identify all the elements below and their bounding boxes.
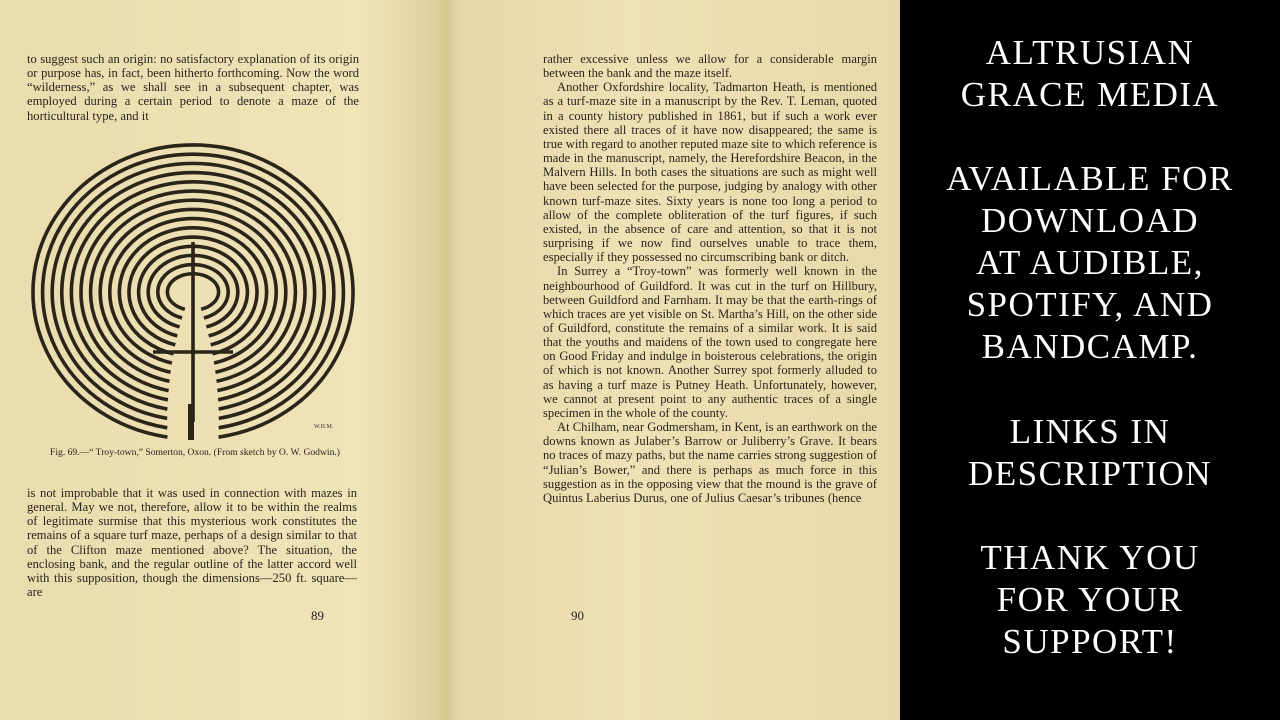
- page-number-left: 89: [311, 608, 324, 623]
- thanks-line: SUPPORT!: [1002, 622, 1178, 661]
- notice-line: SPOTIFY, AND: [966, 285, 1214, 324]
- right-paragraph: In Surrey a “Troy-town” was formerly well known in the neighbourhood of Guildford. It was cut in the turf on Hillbury, between Guildford and Farnham. It may be that the earth-rings of which traces are yet visible on St. Martha’s Hill, on the other side of Guildford, constitute the remains of a similar work. It is said that the youths and maidens of the town used to congregate here on Good Friday and indulge in boisterous celebrations, the origin of which is not known. Another Surrey spot formerly alluded to as having a turf maze is Putney Heath. Unfortunately, however, we cannot at present point to any authentic traces of a single specimen in the whole of the county.: [543, 264, 877, 420]
- right-paragraph: At Chilham, near Godmersham, in Kent, is an earthwork on the downs known as Julaber’s Barrow or Juliberry’s Grave. It bears no traces of mazy paths, but the name carries strong suggestion of “Julian’s Bower,” and there is perhaps as much force in this suggestion as in the opposing view that the mound is the grave of Quintus Laberius Durus, one of Julius Caesar’s tribunes (hence: [543, 420, 878, 505]
- links-notice: [900, 411, 1280, 495]
- notice-line: AT AUDIBLE,: [976, 243, 1204, 282]
- availability-notice: [900, 158, 1280, 368]
- left-bottom-paragraph: is not improbable that it was used in connection with mazes in general. May we not, therefore, allow it to be within the realms of legitimate surmise that this mysterious work constitutes the remains of a square turf maze, perhaps of a design similar to that of the Clifton maze mentioned above? The situation, the enclosing bank, and the regular outline of the latter accord well with this supposition, though the dimensions—250 ft. square—are: [27, 486, 357, 600]
- page-number-right: 90: [571, 608, 584, 623]
- notice-line: AVAILABLE FOR: [946, 159, 1234, 198]
- thanks-line: THANK YOU: [980, 538, 1200, 577]
- left-bottom-text: [27, 486, 357, 599]
- thank-you-message: [900, 537, 1280, 663]
- notice-line: DOWNLOAD: [980, 201, 1200, 240]
- notice-line: BANDCAMP.: [981, 327, 1199, 366]
- title-line: GRACE MEDIA: [960, 75, 1220, 114]
- links-line: DESCRIPTION: [967, 454, 1213, 493]
- left-top-text: [27, 52, 359, 123]
- left-top-paragraph: to suggest such an origin: no satisfactory explanation of its origin or purpose has, in fact, been hitherto forthcoming. Now the word “wilderness,” as we shall see in a subsequent chapter, was employed during a certain period to denote a maze of the horticultural type, and it: [27, 52, 359, 123]
- title-line: ALTRUSIAN: [985, 33, 1195, 72]
- right-paragraph: rather excessive unless we allow for a considerable margin between the bank and the maze itself.: [543, 52, 877, 81]
- figure-signature: W.H.M.: [314, 424, 334, 430]
- links-line: LINKS IN: [1009, 412, 1171, 451]
- promo-panel: [900, 0, 1280, 720]
- labyrinth-figure: [30, 142, 356, 442]
- right-paragraph: Another Oxfordshire locality, Tadmarton Heath, is mentioned as a turf-maze site in a manuscript by the Rev. T. Leman, quoted in a county history published in 1861, but if such a work ever existed there all traces of it have now disappeared; the same is true with regard to another reputed maze site to which reference is made in the manuscript, namely, the Herefordshire Beacon, in the Malvern Hills. In both cases the situations are such as might well have been selected for the purpose, judging by analogy with other known turf-maze sites. Sixty years is none too long a period to allow of the complete obliteration of the turf figures, if such existed, in the absence of care and attention, so that it is not surprising if we now find ourselves unable to trace them, especially if they possessed no circumscribing bank or ditch.: [543, 80, 877, 265]
- figure-caption: Fig. 69.—“ Troy-town,” Somerton, Oxon. (From sketch by O. W. Godwin.): [50, 447, 340, 458]
- thanks-line: FOR YOUR: [996, 580, 1184, 619]
- channel-title: [900, 32, 1280, 116]
- right-page-text: [543, 52, 877, 505]
